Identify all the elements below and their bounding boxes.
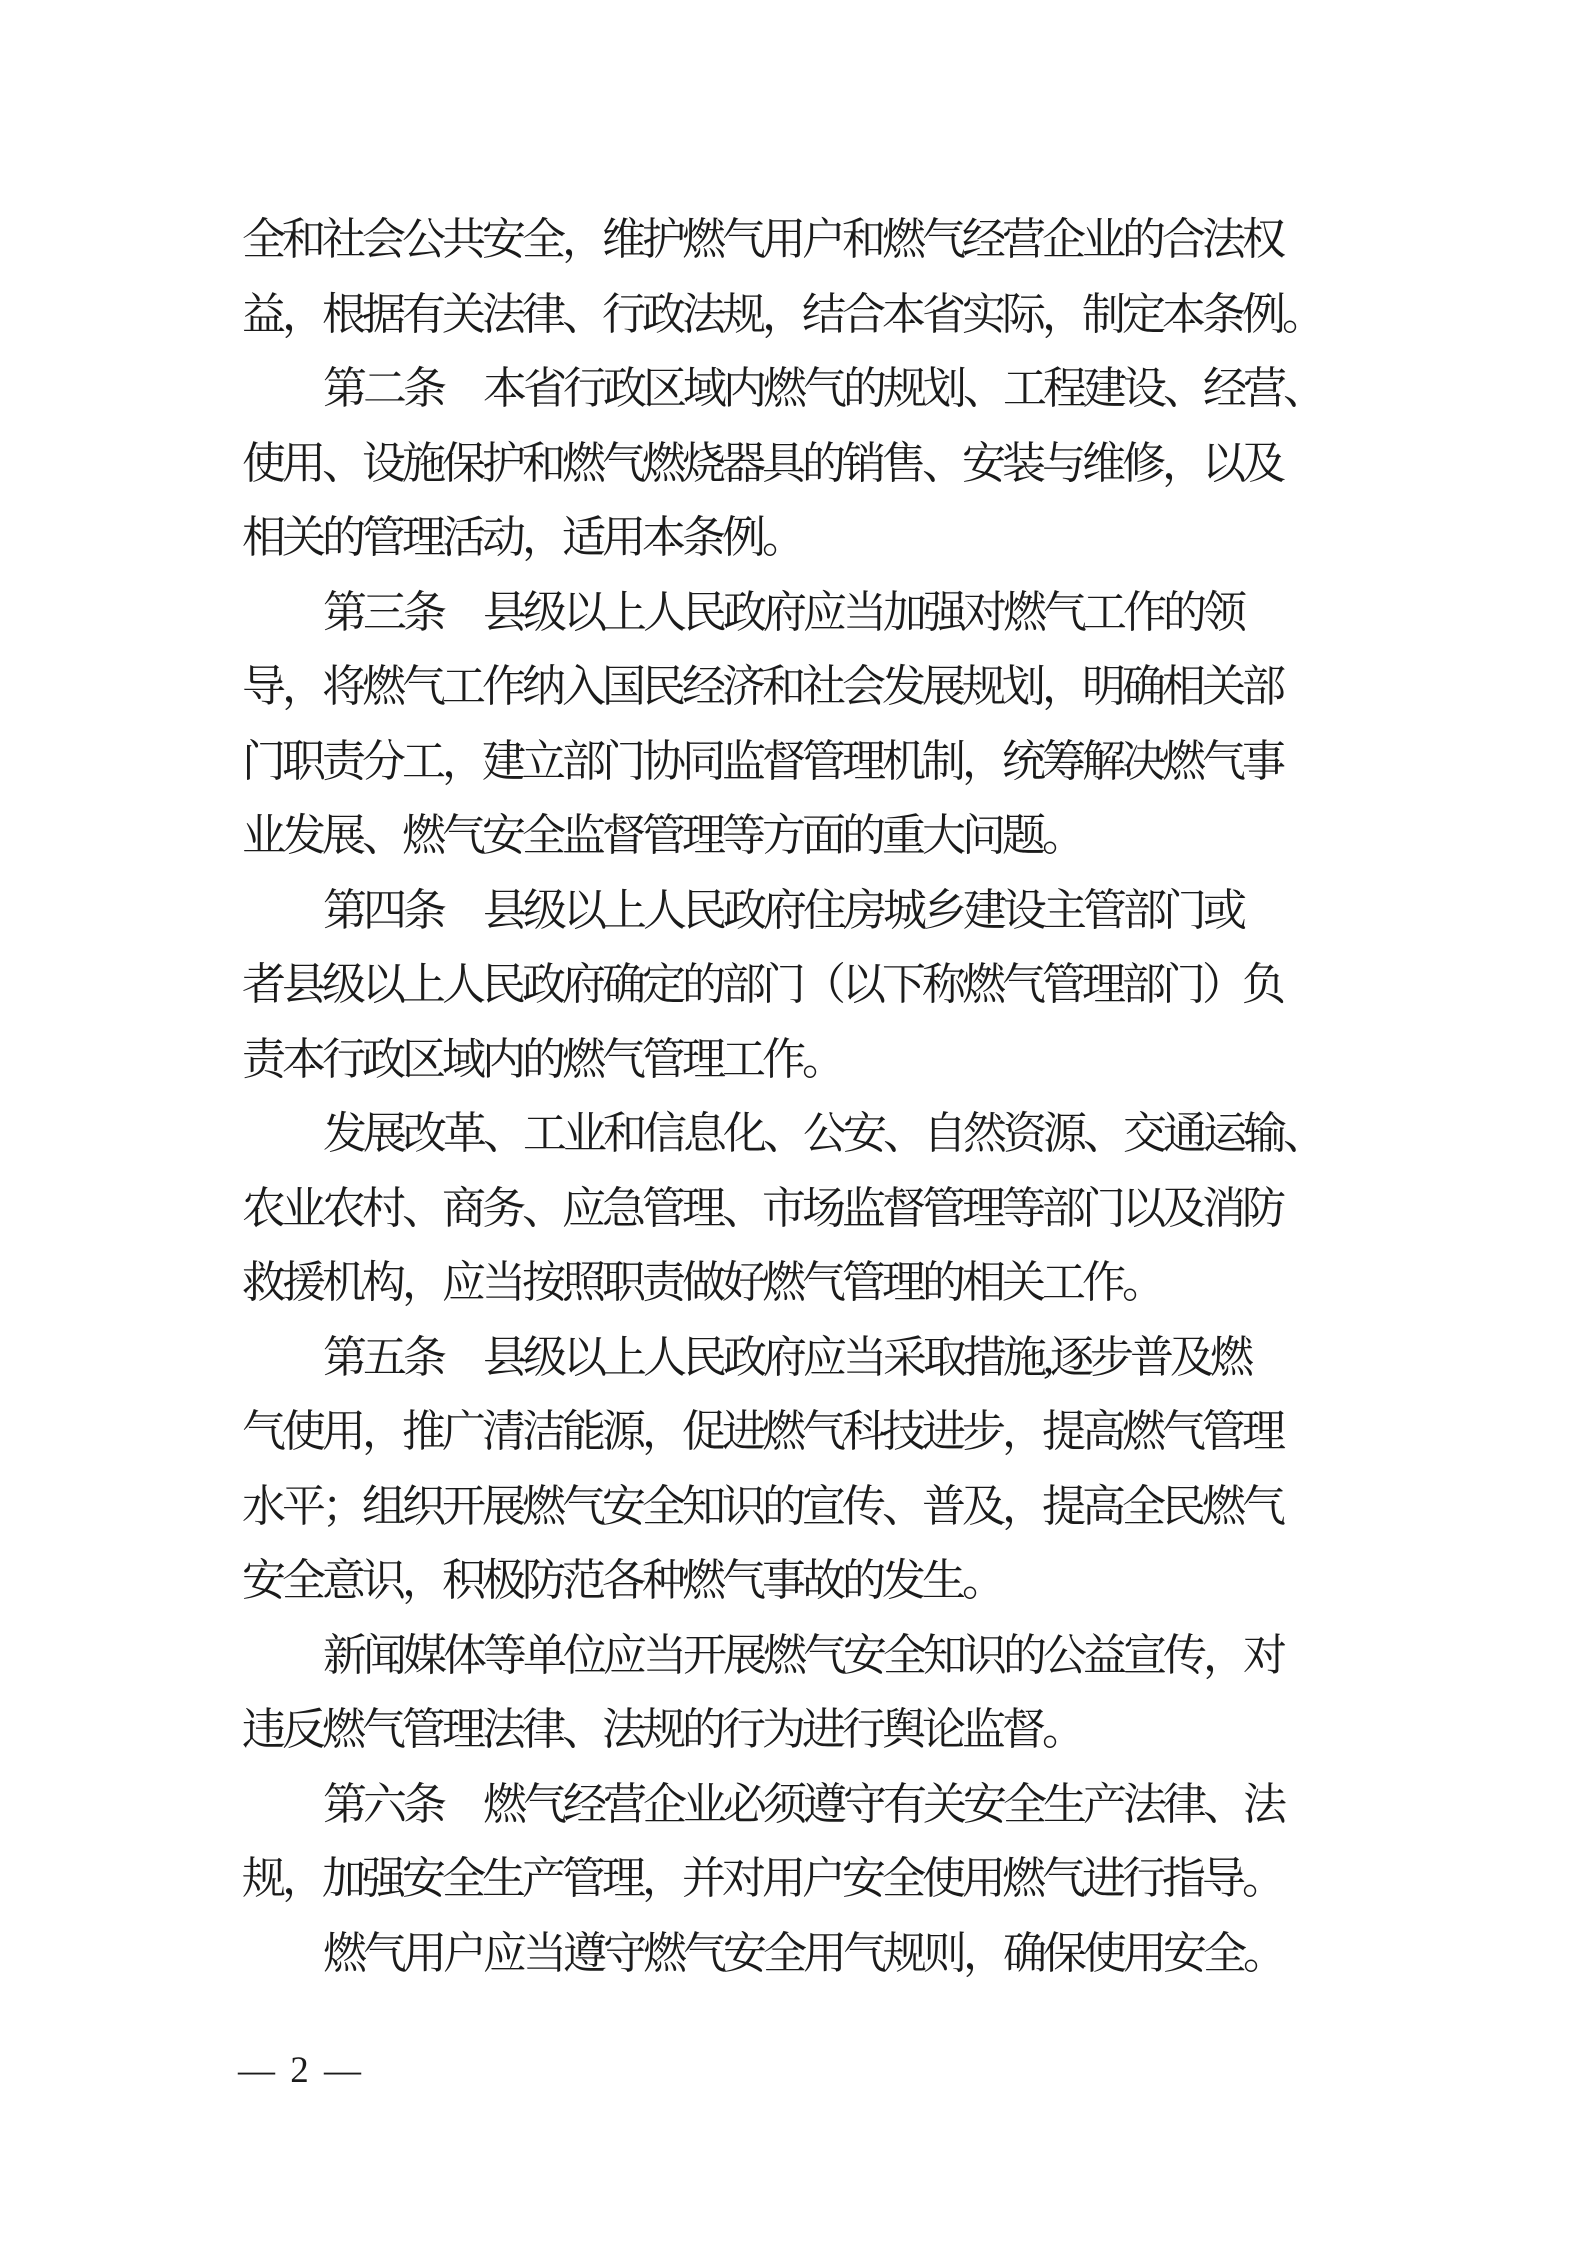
- text-line: 责本行政区域内的燃气管理工作。: [242, 1034, 842, 1084]
- text-line: 业发展、燃气安全监督管理等方面的重大问题。: [242, 811, 1082, 860]
- text-line: 农业农村、商务、应急管理、市场监督管理等部门以及消防: [242, 1183, 1282, 1233]
- text-line: 安全意识，积极防范各种燃气事故的发生。: [242, 1556, 1002, 1605]
- text-line: 燃气用户应当遵守燃气安全用气规则，确保使用安全。: [323, 1928, 1283, 1978]
- text-line: 水平；组织开展燃气安全知识的宣传、普及，提高全民燃气: [242, 1481, 1282, 1531]
- text-line: 第二条 本省行政区域内燃气的规划、工程建设、经营、: [323, 364, 1323, 413]
- text-line: 第五条 县级以上人民政府应当采取措施,逐步普及燃: [323, 1332, 1250, 1382]
- text-line: 第三条 县级以上人民政府应当加强对燃气工作的领: [323, 587, 1243, 637]
- text-line: 使用、设施保护和燃气燃烧器具的销售、安装与维修，以及: [242, 438, 1282, 488]
- text-line: 导，将燃气工作纳入国民经济和社会发展规划，明确相关部: [242, 662, 1282, 711]
- page-number: — 2 —: [238, 2050, 364, 2091]
- text-line: 新闻媒体等单位应当开展燃气安全知识的公益宣传，对: [323, 1630, 1283, 1680]
- text-line: 第四条 县级以上人民政府住房城乡建设主管部门或: [323, 885, 1243, 935]
- text-line: 者县级以上人民政府确定的部门（以下称燃气管理部门）负: [242, 960, 1282, 1009]
- text-line: 门职责分工，建立部门协同监督管理机制，统筹解决燃气事: [242, 736, 1282, 786]
- text-line: 相关的管理活动，适用本条例。: [242, 513, 802, 562]
- text-line: 违反燃气管理法律、法规的行为进行舆论监督。: [242, 1705, 1082, 1754]
- text-line: 救援机构，应当按照职责做好燃气管理的相关工作。: [242, 1258, 1162, 1307]
- text-line: 气使用，推广清洁能源，促进燃气科技进步，提高燃气管理: [242, 1407, 1282, 1456]
- text-line: 第六条 燃气经营企业必须遵守有关安全生产法律、法: [323, 1779, 1283, 1829]
- text-line: 规，加强安全生产管理，并对用户安全使用燃气进行指导。: [242, 1854, 1282, 1903]
- text-line: 发展改革、工业和信息化、公安、自然资源、交通运输、: [323, 1109, 1323, 1158]
- document-body: [242, 203, 1322, 1991]
- text-line: 益，根据有关法律、行政法规，结合本省实际，制定本条例。: [242, 289, 1322, 339]
- text-line: 全和社会公共安全，维护燃气用户和燃气经营企业的合法权: [242, 215, 1282, 264]
